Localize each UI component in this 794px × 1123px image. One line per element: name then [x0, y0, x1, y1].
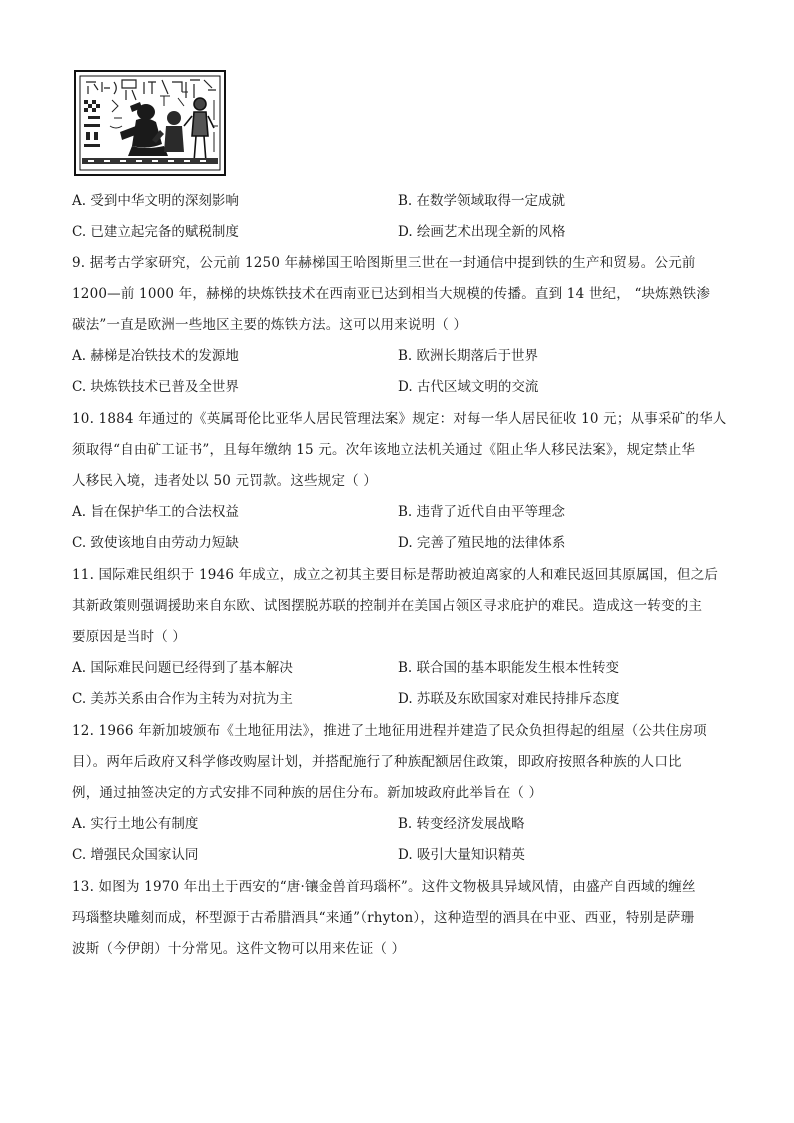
q11-option-b: B. 联合国的基本职能发生根本性转变	[398, 660, 620, 676]
q12-stem-line: 例，通过抽签决定的方式安排不同种族的居住分布。新加坡政府此举旨在（ ）	[72, 785, 543, 801]
q13-stem-line: 波斯（今伊朗）十分常见。这件文物可以用来佐证（ ）	[72, 941, 406, 957]
q12-stem-line: 目）。两年后政府又科学修改购屋计划，并搭配施行了种族配额居住政策，即政府按照各种族的人口比	[72, 754, 682, 770]
q9-stem-line: 1200—前 1000 年，赫梯的块炼铁技术在西南亚已达到相当大规模的传播。直到 14 世纪， “块炼熟铁渗	[72, 286, 711, 302]
q10-option-c: C. 致使该地自由劳动力短缺	[72, 535, 239, 551]
q8-option-a: A. 受到中华文明的深刻影响	[72, 193, 239, 209]
q10-option-d: D. 完善了殖民地的法律体系	[398, 535, 566, 551]
q11-option-c: C. 美苏关系由合作为主转为对抗为主	[72, 691, 293, 707]
q8-option-d: D. 绘画艺术出现全新的风格	[398, 224, 566, 240]
q12-option-a: A. 实行土地公有制度	[72, 816, 199, 832]
q10-option-b: B. 违背了近代自由平等理念	[398, 504, 566, 520]
q13-stem-line: 玛瑙整块雕刻而成，杯型源于古希腊酒具“来通”（rhyton），这种造型的酒具在中亚、西亚，特别是萨珊	[72, 910, 695, 926]
q12-option-d: D. 吸引大量知识精英	[398, 847, 525, 863]
q9-option-a: A. 赫梯是冶铁技术的发源地	[72, 348, 239, 364]
q9-option-d: D. 古代区域文明的交流	[398, 379, 539, 395]
q9-stem-line: 碳法”一直是欧洲一些地区主要的炼铁方法。这可以用来说明（ ）	[72, 317, 468, 333]
q12-option-b: B. 转变经济发展战略	[398, 816, 525, 832]
q8-option-b: B. 在数学领域取得一定成就	[398, 193, 566, 209]
q10-stem-line: 人移民入境，违者处以 50 元罚款。这些规定（ ）	[72, 473, 378, 489]
q8-option-c: C. 已建立起完备的赋税制度	[72, 224, 239, 240]
q11-stem-line: 要原因是当时（ ）	[72, 629, 187, 645]
q11-stem-line: 其新政策则强调援助来自东欧、试图摆脱苏联的控制并在美国占领区寻求庇护的难民。造成这一转变的主	[72, 598, 703, 614]
q10-stem-line: 须取得“自由矿工证书”，且每年缴纳 15 元。次年该地立法机关通过《阻止华人移民法案》，规定禁止华	[72, 442, 696, 458]
q10-stem-line: 10. 1884 年通过的《英属哥伦比亚华人居民管理法案》规定：对每一华人居民征收 10 元；从事采矿的华人	[72, 411, 727, 427]
q13-stem-line: 13. 如图为 1970 年出土于西安的“唐·镶金兽首玛瑙杯”。这件文物极具异域风情，由盛产自西域的缠丝	[72, 879, 696, 895]
q9-option-b: B. 欧洲长期落后于世界	[398, 348, 539, 364]
q12-stem-line: 12. 1966 年新加坡颁布《土地征用法》，推进了土地征用进程并建造了民众负担得起的组屋（公共住房项	[72, 723, 707, 739]
q11-option-d: D. 苏联及东欧国家对难民持排斥态度	[398, 691, 620, 707]
q9-stem-line: 9. 据考古学家研究，公元前 1250 年赫梯国王哈图斯里三世在一封通信中提到铁的生产和贸易。公元前	[72, 255, 696, 271]
q11-stem-line: 11. 国际难民组织于 1946 年成立，成立之初其主要目标是帮助被迫离家的人和难民返回其原属国，但之后	[72, 567, 719, 583]
q11-option-a: A. 国际难民问题已经得到了基本解决	[72, 660, 293, 676]
q10-option-a: A. 旨在保护华工的合法权益	[72, 504, 239, 520]
q9-option-c: C. 块炼铁技术已普及全世界	[72, 379, 239, 395]
q12-option-c: C. 增强民众国家认同	[72, 847, 199, 863]
relief-image	[74, 70, 226, 176]
